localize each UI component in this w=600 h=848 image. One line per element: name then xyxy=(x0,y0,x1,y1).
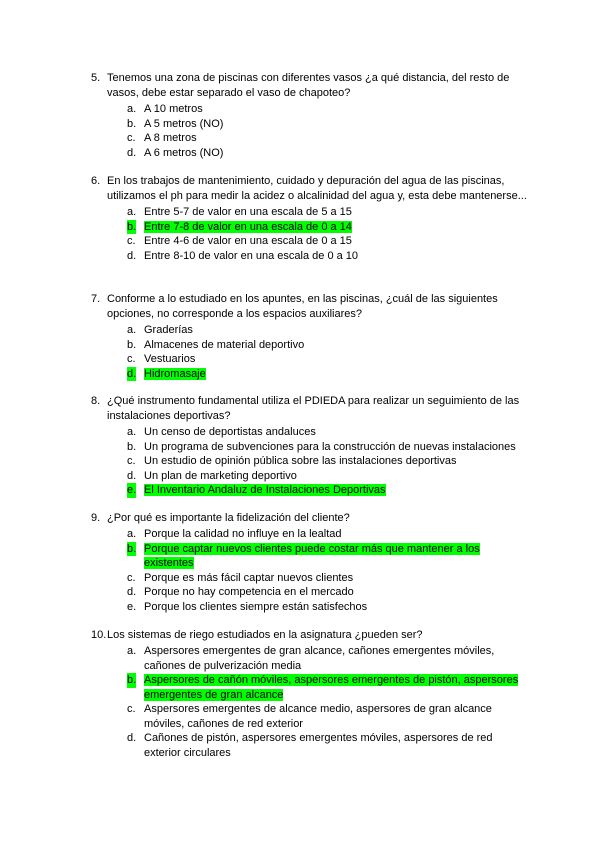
option-letter: a. xyxy=(127,324,137,336)
option-text: Un programa de subvenciones para la construcción de nuevas instalaciones xyxy=(144,440,516,453)
options-list xyxy=(91,102,531,160)
question-number: 6. xyxy=(91,175,101,187)
option-e-correct xyxy=(91,483,531,498)
question-text: En los trabajos de mantenimiento, cuidado y depuración del agua de las piscinas, utilizamos el ph para medir la acidez o alcalinidad del agua y, esta debe mantenerse... xyxy=(107,175,527,202)
option-text: Entre 8-10 de valor en una escala de 0 a 10 xyxy=(144,249,359,262)
option-a xyxy=(91,205,531,220)
option-text-highlighted: Porque captar nuevos clientes puede costar más que mantener a los existentes xyxy=(144,542,480,569)
option-text: A 6 metros (NO) xyxy=(144,146,224,159)
option-text: Almacenes de material deportivo xyxy=(144,338,305,351)
option-letter: d. xyxy=(127,249,137,262)
option-letter: a. xyxy=(127,528,137,540)
option-text: A 10 metros xyxy=(144,103,203,115)
option-a xyxy=(91,102,531,117)
option-text: Porque la calidad no influye en la lealtad xyxy=(144,528,342,540)
option-c xyxy=(91,131,531,146)
option-text: Porque no hay competencia en el mercado xyxy=(144,586,354,598)
option-text: Un plan de marketing deportivo xyxy=(144,469,297,482)
option-text: Porque es más fácil captar nuevos clientes xyxy=(144,571,354,584)
option-d-correct xyxy=(91,367,531,382)
question-10 xyxy=(91,628,531,760)
option-text-highlighted: Aspersores de cañón móviles, aspersores emergentes de pistón, aspersores emergentes de gran alcance xyxy=(144,674,519,701)
option-text: Entre 5-7 de valor en una escala de 5 a 15 xyxy=(144,206,352,218)
option-letter: b. xyxy=(127,542,137,555)
option-letter: b. xyxy=(127,674,137,686)
option-letter: c. xyxy=(127,703,136,715)
option-b-correct xyxy=(91,673,531,702)
option-text: Cañones de pistón, aspersores emergentes móviles, aspersores de red exterior circulares xyxy=(144,732,493,759)
options-list xyxy=(91,205,531,263)
option-letter: b. xyxy=(127,117,137,130)
option-d xyxy=(91,146,531,161)
option-text: Un censo de deportistas andaluces xyxy=(144,426,316,438)
option-letter: e. xyxy=(127,484,137,496)
question-number: 7. xyxy=(91,293,101,305)
option-letter: b. xyxy=(127,220,137,233)
option-a xyxy=(91,425,531,440)
option-letter: a. xyxy=(127,103,137,115)
option-letter: d. xyxy=(127,469,137,482)
question-9 xyxy=(91,511,531,614)
question-number: 10. xyxy=(91,629,107,641)
question-5 xyxy=(91,71,531,160)
option-text: Entre 4-6 de valor en una escala de 0 a 15 xyxy=(144,235,352,247)
option-letter: c. xyxy=(127,235,136,247)
option-text: Graderías xyxy=(144,324,193,336)
option-letter: c. xyxy=(127,132,136,144)
option-e xyxy=(91,600,531,615)
question-number: 8. xyxy=(91,395,101,407)
question-number: 5. xyxy=(91,72,101,84)
option-text: Aspersores emergentes de gran alcance, cañones emergentes móviles, cañones de pulverización media xyxy=(144,645,495,672)
question-text: ¿Por qué es importante la fidelización del cliente? xyxy=(107,512,350,524)
option-a xyxy=(91,527,531,542)
option-text-highlighted: El Inventario Andaluz de Instalaciones Deportivas xyxy=(144,484,386,496)
option-b xyxy=(91,117,531,132)
option-d xyxy=(91,731,531,760)
question-text: ¿Qué instrumento fundamental utiliza el PDIEDA para realizar un seguimiento de las instalaciones deportivas? xyxy=(107,395,520,422)
question-6 xyxy=(91,174,531,263)
options-list xyxy=(91,527,531,614)
option-text-highlighted: Entre 7-8 de valor en una escala de 0 a 14 xyxy=(144,220,352,233)
option-d xyxy=(91,585,531,600)
options-list xyxy=(91,425,531,498)
option-b-correct xyxy=(91,542,531,571)
question-text: Conforme a lo estudiado en los apuntes, en las piscinas, ¿cuál de las siguientes opciones, no corresponde a los espacios auxiliares? xyxy=(107,293,498,320)
option-b xyxy=(91,440,531,455)
option-c xyxy=(91,352,531,367)
option-text: Aspersores emergentes de alcance medio, aspersores de gran alcance móviles, cañones de red exterior xyxy=(144,703,492,730)
question-8 xyxy=(91,394,531,498)
option-letter: d. xyxy=(127,732,137,744)
option-c xyxy=(91,234,531,249)
option-c xyxy=(91,454,531,469)
option-letter: a. xyxy=(127,206,137,218)
option-letter: d. xyxy=(127,146,137,159)
option-letter: a. xyxy=(127,645,137,657)
option-text: Porque los clientes siempre están satisfechos xyxy=(144,600,368,613)
option-text-highlighted: Hidromasaje xyxy=(144,367,206,380)
option-letter: c. xyxy=(127,455,136,467)
option-letter: a. xyxy=(127,426,137,438)
question-7 xyxy=(91,292,531,381)
option-text: A 5 metros (NO) xyxy=(144,117,224,130)
option-letter: c. xyxy=(127,571,136,584)
option-letter: b. xyxy=(127,338,137,351)
option-text: Un estudio de opinión pública sobre las instalaciones deportivas xyxy=(144,455,457,467)
option-b-correct xyxy=(91,220,531,235)
option-letter: e. xyxy=(127,600,137,613)
question-text: Los sistemas de riego estudiados en la asignatura ¿pueden ser? xyxy=(107,629,423,641)
option-letter: d. xyxy=(127,367,137,380)
option-text: Vestuarios xyxy=(144,353,196,365)
option-b xyxy=(91,338,531,353)
option-letter: d. xyxy=(127,586,137,598)
option-letter: c. xyxy=(127,353,136,365)
option-d xyxy=(91,249,531,264)
option-text: A 8 metros xyxy=(144,132,197,144)
option-a xyxy=(91,323,531,338)
option-letter: b. xyxy=(127,440,137,453)
question-number: 9. xyxy=(91,512,101,524)
option-c xyxy=(91,571,531,586)
options-list xyxy=(91,644,531,760)
option-d xyxy=(91,469,531,484)
option-c xyxy=(91,702,531,731)
options-list xyxy=(91,323,531,381)
question-text: Tenemos una zona de piscinas con diferentes vasos ¿a qué distancia, del resto de vasos, debe estar separado el vaso de chapoteo? xyxy=(107,72,510,99)
option-a xyxy=(91,644,531,673)
